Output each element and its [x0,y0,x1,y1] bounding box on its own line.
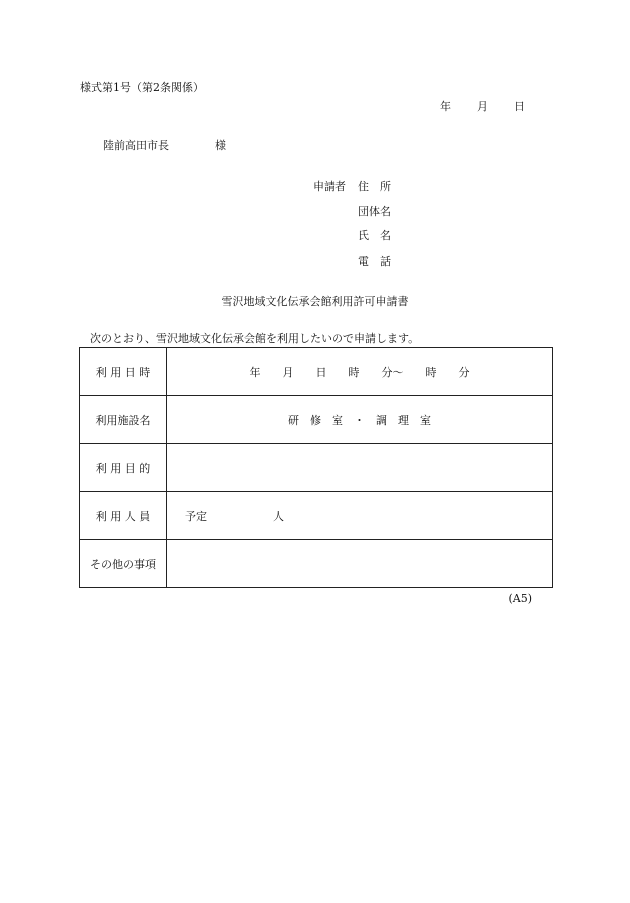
table-row [80,540,553,588]
applicant-name-label: 氏 名 [358,229,391,242]
applicant-block [313,180,433,280]
people-suffix: 人 [273,509,284,523]
paper-size-note: (A5) [508,592,532,605]
applicant-label: 申請者 [313,180,346,193]
form-number: 様式第1号（第2条関係） [80,81,204,94]
addressee [103,139,226,153]
date-month: 月 [477,100,488,113]
table-row [80,396,553,444]
row-label-facility: 利用施設名 [80,396,167,444]
people-prefix: 予定 [185,509,207,523]
usage-datetime-field[interactable]: 年 月 日 時 分～ 時 分 [167,348,553,396]
purpose-field[interactable] [167,444,553,492]
applicant-phone-label: 電 話 [358,255,391,268]
row-label-purpose: 利 用 目 的 [80,444,167,492]
addressee-honorific: 様 [215,139,226,152]
document-title: 雪沢地域文化伝承会館利用許可申請書 [221,295,409,308]
date-line [440,100,525,114]
facility-field[interactable]: 研 修 室 ・ 調 理 室 [167,396,553,444]
table-row [80,492,553,540]
intro-text: 次のとおり、雪沢地域文化伝承会館を利用したいので申請します。 [90,332,420,345]
addressee-name: 陸前高田市長 [103,139,169,152]
row-label-people: 利 用 人 員 [80,492,167,540]
row-label-date: 利 用 日 時 [80,348,167,396]
date-day: 日 [514,100,525,113]
date-year: 年 [440,100,451,113]
application-table [79,347,553,588]
applicant-address-label: 住 所 [358,180,391,193]
applicant-group-label: 団体名 [358,205,391,218]
table-row [80,444,553,492]
other-field[interactable] [167,540,553,588]
table-row [80,348,553,396]
row-label-other: その他の事項 [80,540,167,588]
people-field[interactable] [167,492,553,540]
